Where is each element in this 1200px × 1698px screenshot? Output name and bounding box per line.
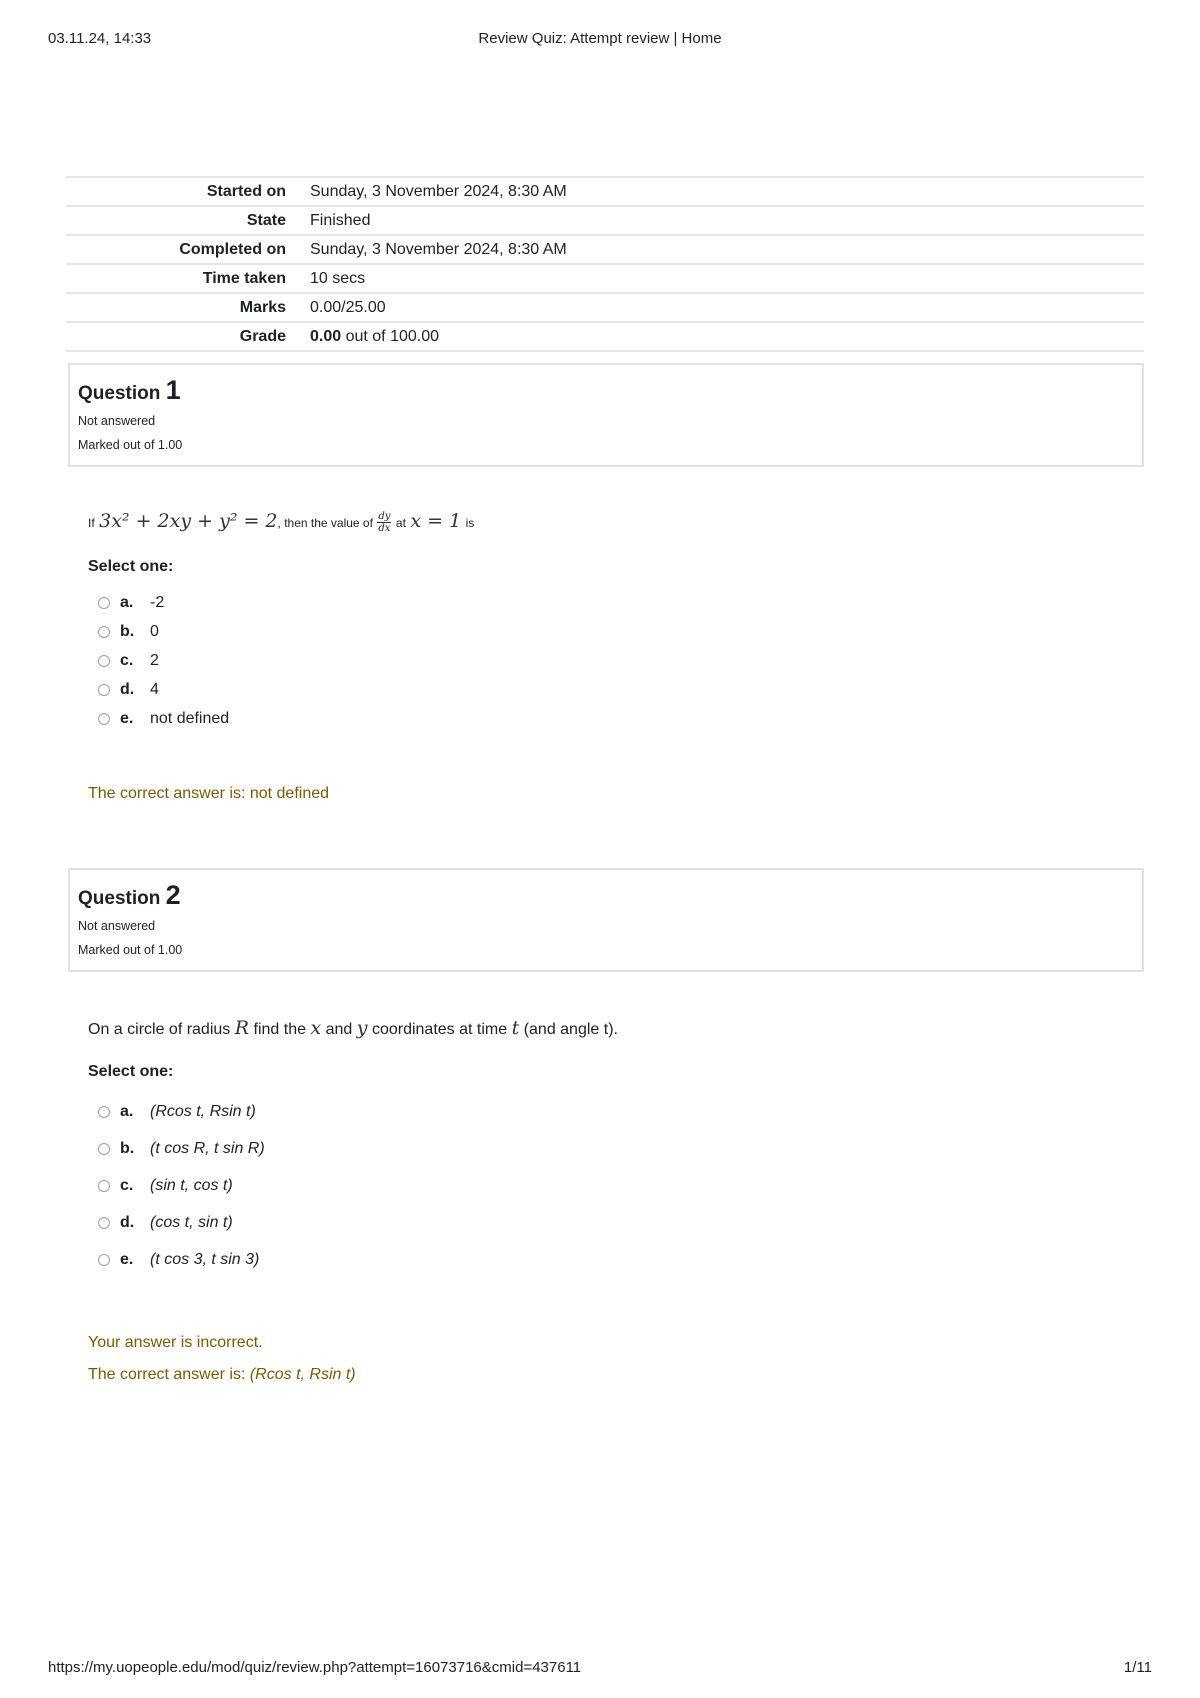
correct-answer-feedback: The correct answer is: not defined (88, 785, 330, 803)
question-status: Not answered (78, 414, 156, 428)
summary-label: State (66, 206, 302, 235)
option-text: not defined (150, 709, 230, 727)
grade-value: 0.00 (310, 327, 342, 345)
print-page-title: Review Quiz: Attempt review | Home (478, 30, 722, 47)
correct-answer-value: (Rcos t, Rsin t) (249, 1366, 356, 1383)
option-letter: c. (120, 1176, 134, 1194)
question-2-body (88, 1017, 1138, 1384)
option-text: (t cos R, t sin R) (150, 1139, 265, 1157)
radio-button[interactable] (98, 1254, 110, 1266)
radio-button[interactable] (98, 1143, 110, 1155)
grade-label: Grade (66, 322, 302, 351)
qtext-part: find the (253, 1021, 306, 1038)
correct-answer-label: The correct answer is: (88, 1366, 246, 1383)
incorrect-feedback: Your answer is incorrect. (88, 1334, 263, 1351)
radio-button[interactable] (98, 626, 110, 638)
summary-label: Marks (66, 293, 302, 322)
option-text: 0 (150, 622, 159, 640)
summary-value: Sunday, 3 November 2024, 8:30 AM (302, 177, 1144, 206)
answer-option[interactable] (88, 1167, 1138, 1204)
summary-row (66, 177, 1144, 206)
question-number: 1 (165, 375, 181, 405)
question-number: 2 (165, 880, 181, 910)
radio-button[interactable] (98, 713, 110, 725)
option-letter: d. (120, 680, 135, 698)
qtext-derivative (377, 511, 391, 534)
option-letter: b. (120, 622, 135, 640)
option-text: (t cos 3, t sin 3) (150, 1250, 260, 1268)
qtext-part: (and angle t). (523, 1021, 618, 1038)
answer-options (88, 588, 1138, 733)
qtext-equation: 3x² + 2xy + y² = 2 (99, 510, 278, 532)
radio-button[interactable] (98, 597, 110, 609)
select-one-prompt: Select one: (88, 1063, 174, 1080)
print-date: 03.11.24, 14:33 (48, 30, 152, 47)
question-1-info (68, 363, 1144, 467)
qtext-math: R (234, 1017, 250, 1039)
answer-option[interactable] (88, 1130, 1138, 1167)
question-marks: Marked out of 1.00 (78, 438, 183, 452)
answer-option[interactable] (88, 675, 1138, 704)
summary-label: Time taken (66, 264, 302, 293)
qtext-at: at (395, 516, 406, 530)
question-1-title (78, 375, 1134, 406)
radio-button[interactable] (98, 1180, 110, 1192)
grade-value-cell (302, 322, 1144, 351)
summary-value: Sunday, 3 November 2024, 8:30 AM (302, 235, 1144, 264)
qtext-part: and (325, 1021, 353, 1038)
qtext-point: x = 1 (410, 510, 462, 532)
option-letter: c. (120, 651, 134, 669)
answer-option[interactable] (88, 646, 1138, 675)
answer-option[interactable] (88, 588, 1138, 617)
qtext-math: y (356, 1017, 368, 1039)
qtext-suffix: is (465, 516, 475, 530)
answer-option[interactable] (88, 704, 1138, 733)
correct-answer-feedback (88, 1366, 1138, 1384)
option-text: 4 (150, 680, 159, 698)
summary-row-grade (66, 322, 1144, 351)
answer-options (88, 1093, 1138, 1278)
radio-button[interactable] (98, 655, 110, 667)
radio-button[interactable] (98, 1106, 110, 1118)
option-letter: a. (120, 1102, 134, 1120)
question-2-title (78, 880, 1134, 911)
summary-row (66, 264, 1144, 293)
question-word: Question (78, 888, 161, 909)
summary-label: Started on (66, 177, 302, 206)
print-url[interactable]: https://my.uopeople.edu/mod/quiz/review.php?attempt=16073716&cmid=437611 (48, 1659, 582, 1676)
radio-button[interactable] (98, 1217, 110, 1229)
grade-suffix: out of 100.00 (345, 327, 440, 345)
answer-option[interactable] (88, 1241, 1138, 1278)
option-text: (sin t, cos t) (150, 1176, 233, 1194)
question-2-info (68, 868, 1144, 972)
option-text: 2 (150, 651, 159, 669)
answer-option[interactable] (88, 1204, 1138, 1241)
option-letter: a. (120, 593, 134, 611)
qtext-part: On a circle of radius (88, 1021, 231, 1038)
qtext-math: x (310, 1017, 322, 1039)
question-status: Not answered (78, 919, 156, 933)
select-one-prompt: Select one: (88, 558, 174, 576)
summary-row (66, 235, 1144, 264)
summary-label: Completed on (66, 235, 302, 264)
qtext-part: coordinates at time (371, 1021, 508, 1038)
frac-numerator: dy (378, 511, 391, 523)
print-page-number: 1/11 (1123, 1659, 1152, 1676)
summary-row (66, 206, 1144, 235)
question-1-body (88, 510, 1138, 803)
option-text: -2 (150, 593, 165, 611)
question-marks: Marked out of 1.00 (78, 943, 183, 957)
frac-denominator: dx (378, 523, 391, 535)
option-letter: e. (120, 1250, 134, 1268)
question-word: Question (78, 383, 161, 404)
option-text: (cos t, sin t) (150, 1213, 233, 1231)
qtext-prefix: If (88, 516, 95, 530)
option-letter: e. (120, 709, 134, 727)
option-letter: d. (120, 1213, 135, 1231)
summary-value: 10 secs (302, 264, 1144, 293)
question-1-text (88, 510, 1138, 534)
qtext-mid: , then the value of (277, 516, 373, 530)
question-2-text (88, 1017, 1138, 1039)
summary-row (66, 293, 1144, 322)
summary-value: Finished (302, 206, 1144, 235)
summary-value: 0.00/25.00 (302, 293, 1144, 322)
option-text: (Rcos t, Rsin t) (150, 1102, 256, 1120)
answer-option[interactable] (88, 1093, 1138, 1130)
qtext-math: t (511, 1017, 520, 1039)
radio-button[interactable] (98, 684, 110, 696)
answer-option[interactable] (88, 617, 1138, 646)
attempt-summary-table (66, 176, 1144, 352)
option-letter: b. (120, 1139, 135, 1157)
